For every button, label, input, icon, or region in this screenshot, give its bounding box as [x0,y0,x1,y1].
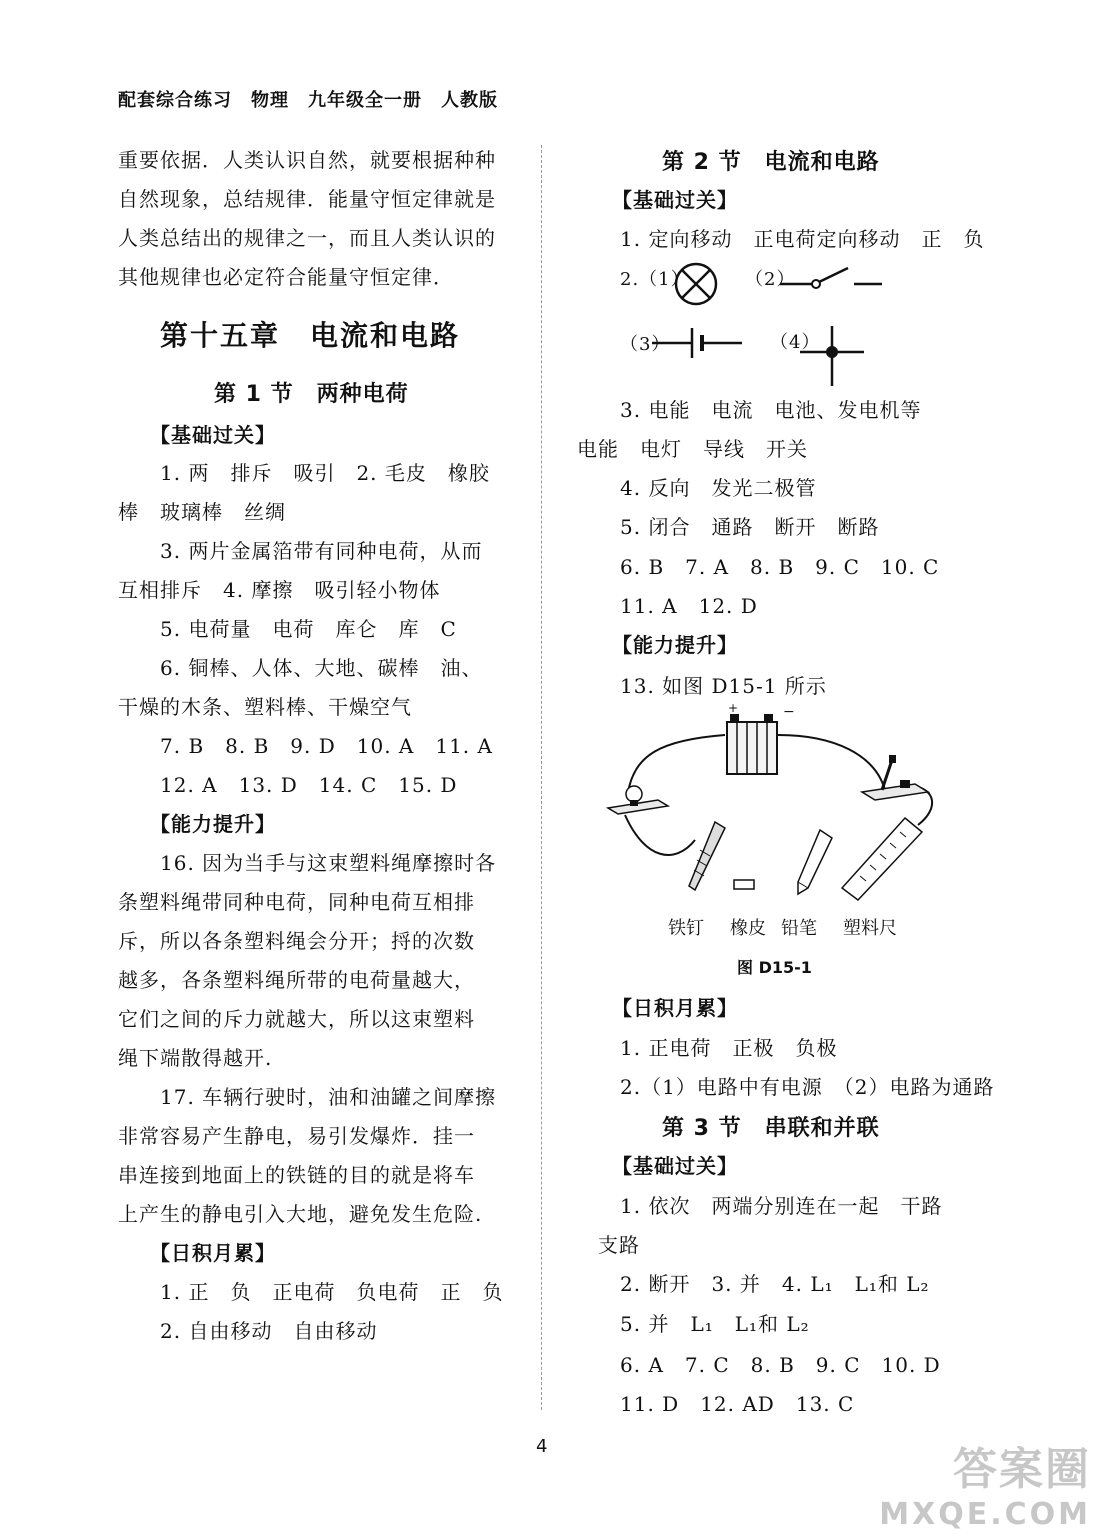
circuit-figure [600,700,950,910]
answer-line: 绳下端散得越开. [118,1046,273,1070]
switch-symbol-icon [778,262,884,296]
symbol-label: （3） [620,334,671,355]
iron-nail-icon [689,822,725,890]
answer-line: 电能 电灯 导线 开关 [577,437,808,461]
intro-line: 人类总结出的规律之一，而且人类认识的 [118,226,496,250]
answer-line: 棒 玻璃棒 丝绸 [118,500,286,524]
answer-line: 干燥的木条、塑料棒、干燥空气 [118,695,412,719]
answer-line: 5. 闭合 通路 断开 断路 [620,515,880,539]
answer-line: 非常容易产生静电，易引发爆炸．挂一 [118,1124,475,1148]
figure-label-pencil: 铅笔 [781,918,817,939]
answer-line: 2.（1）电路中有电源 （2）电路为通路 [620,1075,995,1099]
basic-heading: 【基础过关】 [612,1154,738,1178]
svg-text:−: − [783,704,795,720]
answer-line: 16. 因为当手与这束塑料绳摩擦时各 [160,851,497,875]
intro-line: 重要依据．人类认识自然，就要根据种种 [118,148,496,172]
answer-line: 串连接到地面上的铁链的目的就是将车 [118,1163,475,1187]
ability-heading: 【能力提升】 [150,812,276,836]
answer-line: 斥，所以各条塑料绳会分开；捋的次数 [118,929,475,953]
answer-line: 越多，各条塑料绳所带的电荷量越大， [118,968,475,992]
daily-heading: 【日积月累】 [612,996,738,1020]
bulb-icon [608,786,668,814]
watermark-url: MXQE.COM [879,1497,1091,1532]
figure-title: 图 D15-1 [737,958,812,977]
pencil-icon [798,830,832,894]
page-header: 配套综合练习 物理 九年级全一册 人教版 [118,90,498,111]
section-title: 第 1 节 两种电荷 [214,382,409,407]
svg-text:+: + [728,701,739,715]
watermark-text: 答案圈 [953,1444,1091,1495]
symbol-label: （2） [745,269,796,290]
intro-line: 其他规律也必定符合能量守恒定律． [118,265,454,289]
section-title: 第 2 节 电流和电路 [662,150,880,175]
symbol-label: （4） [770,332,821,353]
section-title: 第 3 节 串联和并联 [662,1116,880,1141]
answer-line: 1. 两 排斥 吸引 2. 毛皮 橡胶 [160,461,490,485]
figure-label-eraser: 橡皮 [730,918,766,939]
answer-line: 6. A 7. C 8. B 9. C 10. D [620,1353,941,1377]
basic-heading: 【基础过关】 [612,188,738,212]
page-number: 4 [536,1436,548,1457]
ability-heading: 【能力提升】 [612,633,738,657]
daily-heading: 【日积月累】 [150,1241,276,1265]
answer-line: 3. 电能 电流 电池、发电机等 [620,398,922,422]
answer-line: 3. 两片金属箔带有同种电荷，从而 [160,539,483,563]
figure-label-nail: 铁钉 [668,918,704,939]
answer-line: 5. 并 L₁ L₁和 L₂ [620,1312,810,1336]
answer-line: 5. 电荷量 电荷 库仑 库 C [160,617,457,641]
answer-line: 4. 反向 发光二极管 [620,476,817,500]
plastic-ruler-icon [842,818,922,900]
basic-heading: 【基础过关】 [150,423,276,447]
answer-line: 1. 定向移动 正电荷定向移动 正 负 [620,227,985,251]
answer-line: 1. 正 负 正电荷 负电荷 正 负 [160,1280,504,1304]
eraser-icon [734,880,754,889]
answer-line: 6. B 7. A 8. B 9. C 10. C [620,555,940,579]
answer-line: 1. 正电荷 正极 负极 [620,1036,838,1060]
symbol-label: 2.（1） [620,269,690,290]
watermark-logo [879,1433,1091,1532]
lamp-symbol-icon [672,260,720,308]
answer-line: 13. 如图 D15-1 所示 [620,674,827,698]
answer-line: 上产生的静电引入大地，避免发生危险. [118,1202,483,1226]
junction-symbol-icon [798,322,866,388]
answer-line: 11. A 12. D [620,594,758,618]
answer-line: 条塑料绳带同种电荷，同种电荷互相排 [118,890,475,914]
answer-line: 2. 断开 3. 并 4. L₁ L₁和 L₂ [620,1272,930,1296]
answer-line: 2. 自由移动 自由移动 [160,1319,378,1343]
intro-line: 自然现象，总结规律．能量守恒定律就是 [118,187,496,211]
answer-line: 17. 车辆行驶时，油和油罐之间摩擦 [160,1085,497,1109]
answer-line: 互相排斥 4. 摩擦 吸引轻小物体 [118,578,441,602]
battery-icon [727,701,795,774]
answer-line: 7. B 8. B 9. D 10. A 11. A [160,734,493,758]
answer-line: 1. 依次 两端分别连在一起 干路 [620,1194,943,1218]
answer-line: 11. D 12. AD 13. C [620,1392,855,1416]
answer-line: 支路 [598,1233,640,1257]
answer-line: 6. 铜棒、人体、大地、碳棒 油、 [160,656,483,680]
answer-line: 12. A 13. D 14. C 15. D [160,773,458,797]
knife-switch-icon [862,755,928,800]
chapter-title: 第十五章 电流和电路 [160,319,461,352]
answer-line: 它们之间的斥力就越大，所以这束塑料 [118,1007,475,1031]
column-divider [541,145,542,1410]
battery-symbol-icon [650,322,744,362]
figure-label-ruler: 塑料尺 [843,918,897,939]
